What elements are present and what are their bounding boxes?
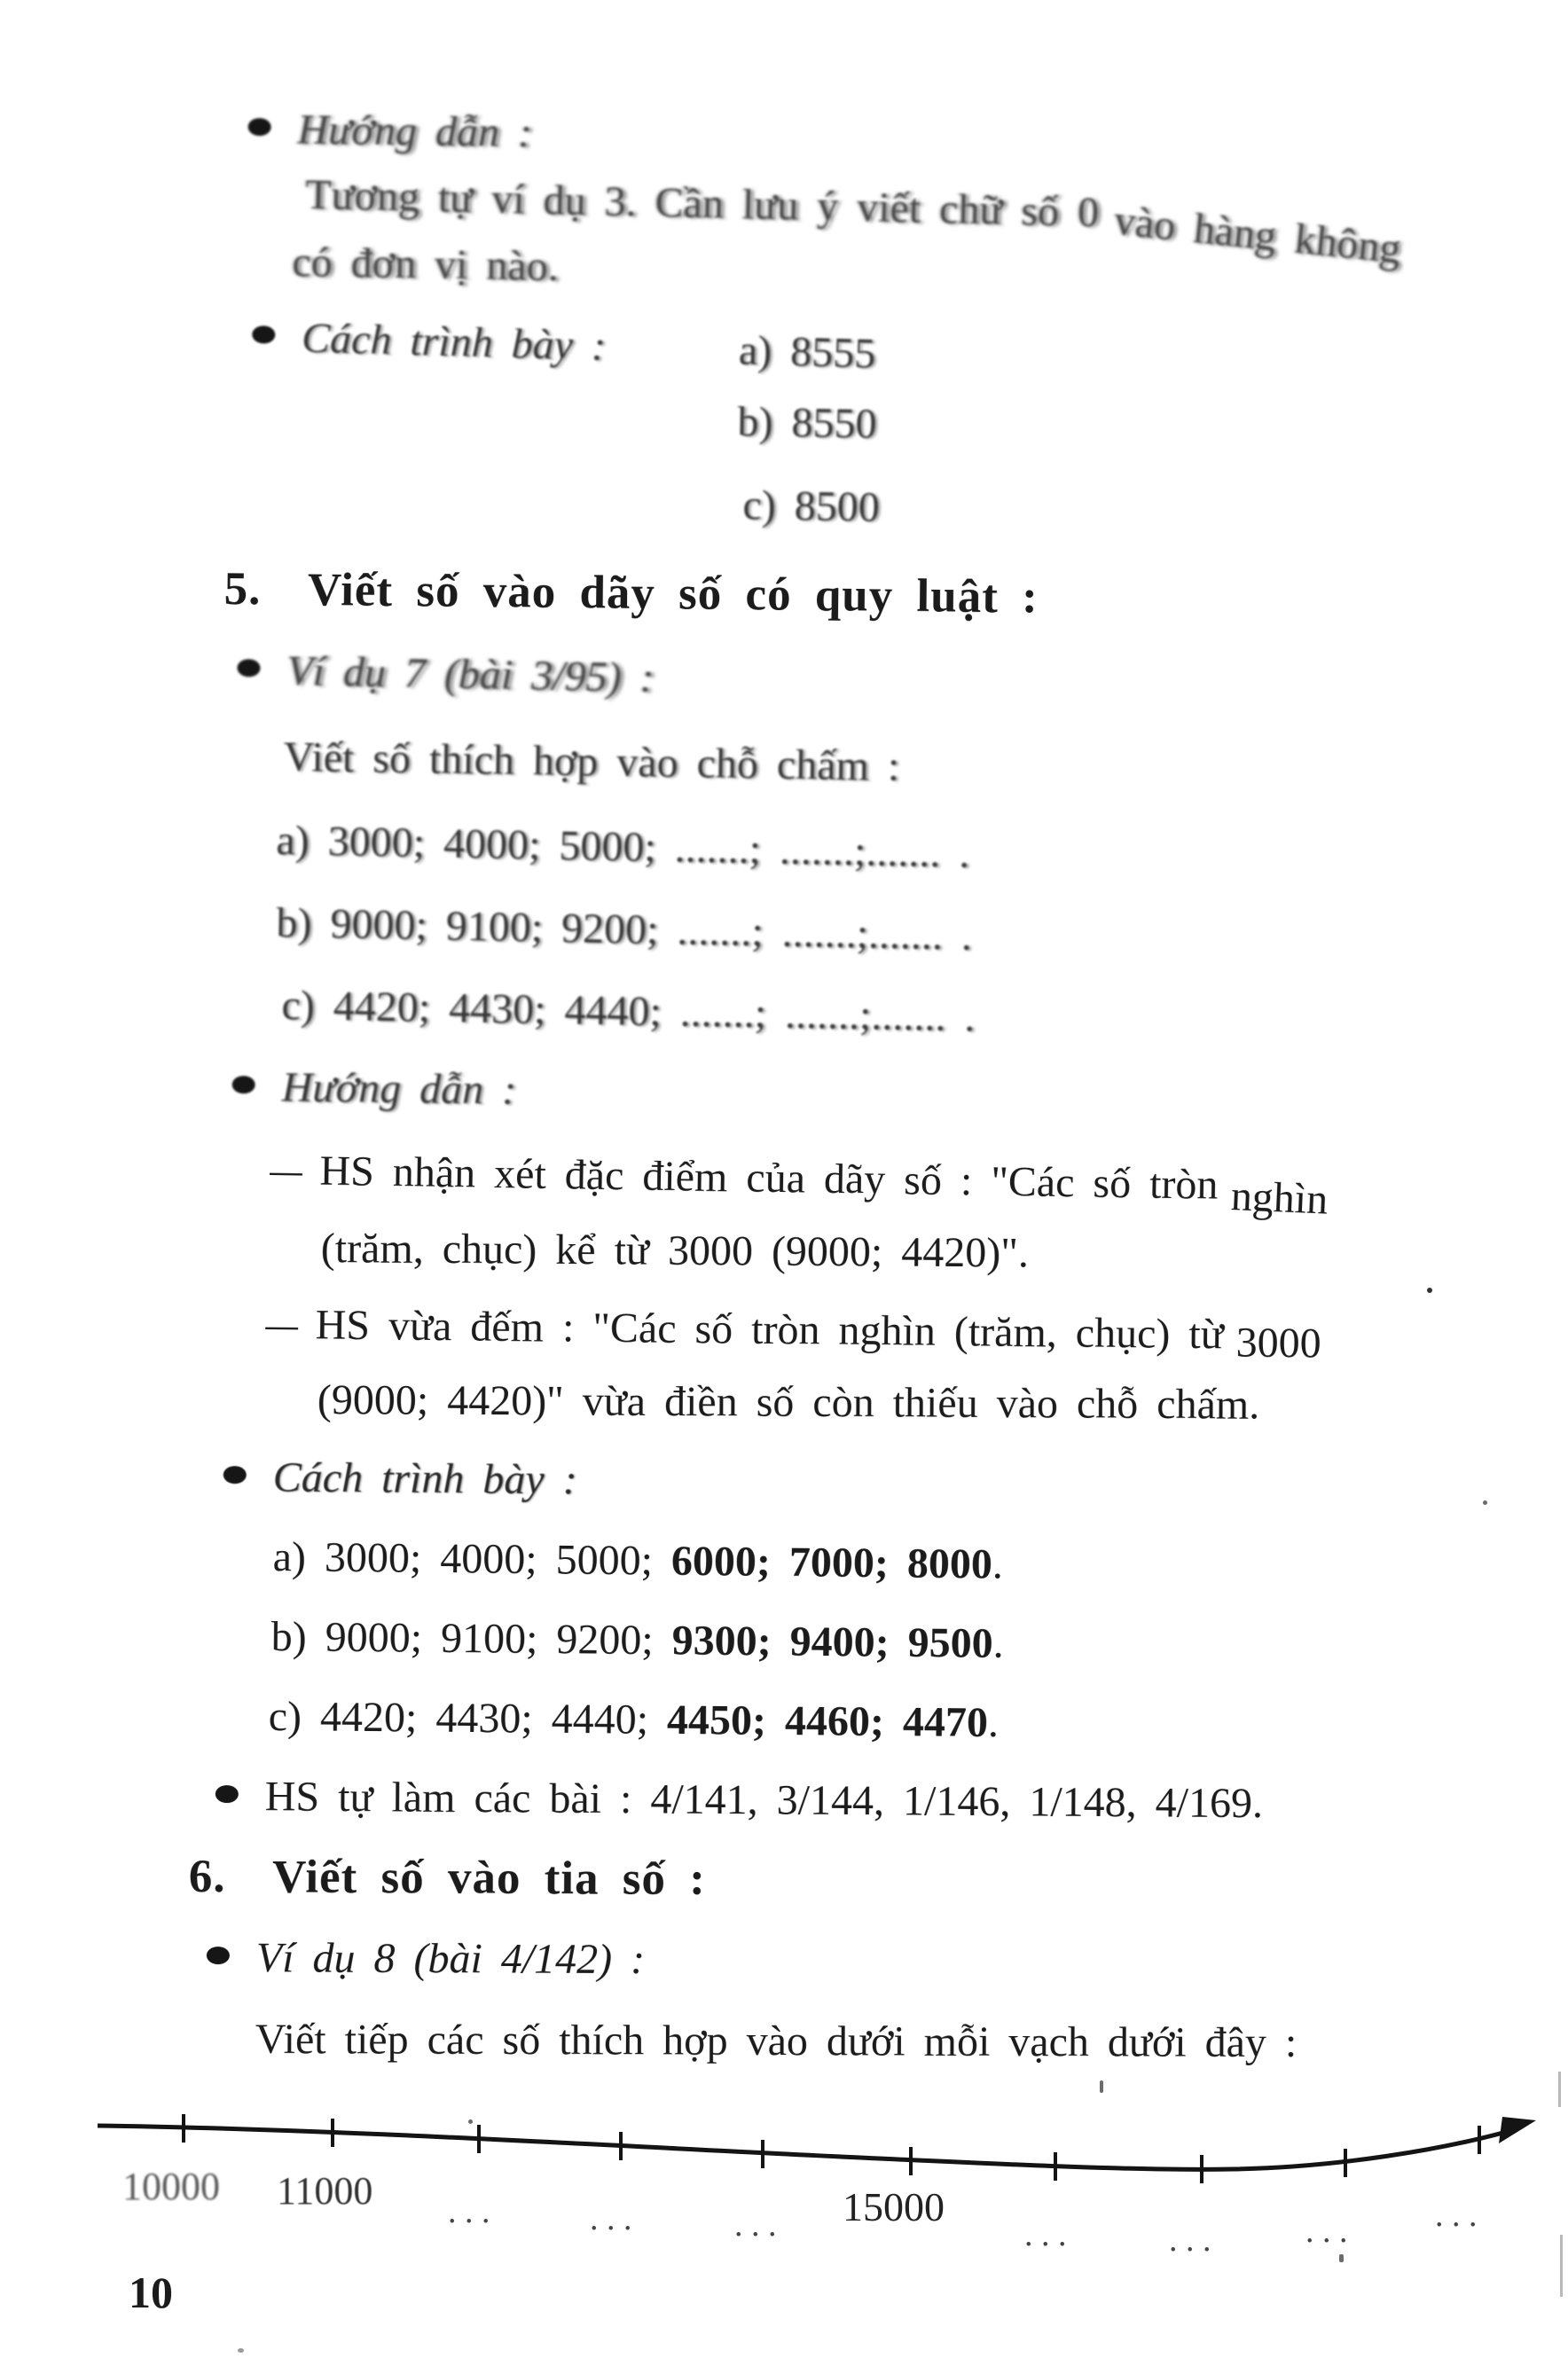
result-a-answer: 6000; 7000; 8000 <box>670 1537 993 1588</box>
scan-speck <box>1483 1500 1487 1505</box>
answer-a: a) 8555 <box>738 326 876 378</box>
result-b-period: . <box>992 1619 1004 1667</box>
tick-label-15000: 15000 <box>843 2184 945 2229</box>
huong-dan-2-line <box>231 1062 516 1115</box>
tick-label-dots-10: . . . <box>1435 2197 1478 2234</box>
bullet-icon <box>223 1466 247 1484</box>
section5-heading: 5. Viết số vào dãy số có quy luật : <box>223 562 1039 623</box>
vi-du-7-line <box>237 646 655 702</box>
paragraph-text-tail: vào hàng không <box>1111 196 1404 273</box>
self-work-line <box>216 1772 1264 1828</box>
guide2-line1 <box>265 1300 1321 1367</box>
sequence-item-c: c) 4420; 4430; 4440; .......; .......;....... . <box>281 981 976 1041</box>
guide1-text: HS nhận xét đặc điểm của dãy số : "Các số tròn <box>319 1147 1219 1209</box>
sequence-item-b: b) 9000; 9100; 9200; .......; .......;....... . <box>275 898 973 960</box>
scan-speck <box>468 2119 473 2124</box>
dash-icon: – <box>265 1301 298 1349</box>
result-c-period: . <box>987 1699 1000 1747</box>
vi-du-7-label: Ví dụ 7 (bài 3/95) : <box>286 647 655 702</box>
page-number: 10 <box>129 2268 173 2317</box>
tick-label-10000: 10000 <box>122 2165 220 2208</box>
scan-speck <box>1100 2080 1103 2093</box>
bullet-icon <box>248 118 271 136</box>
bullet-icon <box>237 659 260 677</box>
guide1-text-tail: nghìn <box>1229 1172 1329 1224</box>
result-c-answer: 4450; 4460; 4470 <box>666 1696 989 1747</box>
self-work-text: HS tự làm các bài : 4/141, 3/144, 1/146, 1/148, 4/169. <box>264 1773 1264 1828</box>
cach-trinh-bay-label: Cách trình bày : <box>301 314 607 371</box>
guide2-text-tail: 3000 <box>1235 1319 1321 1367</box>
result-a <box>272 1532 1003 1589</box>
bullet-icon <box>232 1076 255 1093</box>
result-c-given: c) 4420; 4430; 4440; <box>268 1693 668 1743</box>
huong-dan-2-label: Hướng dẫn : <box>281 1063 517 1114</box>
tick-label-dots-7: . . . <box>1024 2216 1067 2253</box>
page-edge-artifact <box>1560 2235 1563 2297</box>
scan-speck <box>1339 2254 1344 2262</box>
tick-label-dots-8: . . . <box>1169 2221 1211 2259</box>
guide2-line2: (9000; 4420)" vừa điền số còn thiếu vào chỗ chấm. <box>317 1376 1260 1429</box>
result-c <box>269 1692 1000 1747</box>
result-b <box>270 1612 1003 1668</box>
sequence-item-a: a) 3000; 4000; 5000; .......; .......;....... . <box>275 816 970 878</box>
answer-b: b) 8550 <box>737 397 877 448</box>
bullet-icon <box>252 325 276 344</box>
tick-label-dots-9: . . . <box>1305 2213 1348 2250</box>
tick-label-11000: 11000 <box>277 2169 373 2213</box>
result-b-given: b) 9000; 9100; 9200; <box>270 1613 672 1665</box>
scan-speck <box>238 2348 244 2353</box>
result-a-given: a) 3000; 4000; 5000; <box>272 1533 672 1585</box>
answer-c: c) 8500 <box>742 481 881 531</box>
huong-dan-label: Hướng dẫn : <box>297 106 533 157</box>
huong-dan-label-line <box>247 105 532 157</box>
vi-du-8-line <box>207 1933 646 1984</box>
bullet-icon <box>216 1785 239 1803</box>
section6-heading: 6. Viết số vào tia số : <box>188 1851 706 1906</box>
tick-label-dots-3: . . . <box>448 2193 490 2230</box>
guide1-line2: (trăm, chục) kể từ 3000 (9000; 4420)". <box>320 1225 1030 1277</box>
page-edge-artifact <box>1558 2072 1561 2107</box>
tick-label-dots-4: . . . <box>590 2200 632 2237</box>
guidance-paragraph-line2: có đơn vị nào. <box>292 238 560 291</box>
scan-speck <box>1427 1288 1432 1293</box>
result-b-answer: 9300; 9400; 9500 <box>671 1617 993 1667</box>
arrowhead-icon <box>1499 2117 1536 2143</box>
cach-trinh-bay-2-line <box>223 1453 577 1504</box>
result-a-period: . <box>992 1540 1004 1588</box>
section6-prompt: Viết tiếp các số thích hợp vào dưới mỗi vạch dưới đây : <box>255 2016 1298 2067</box>
tick-label-dots-5: . . . <box>734 2206 777 2244</box>
guide1-line1 <box>270 1146 1329 1224</box>
paragraph-text: Tương tự ví dụ 3. Cần lưu ý viết chữ số 0 <box>304 170 1100 237</box>
guide2-text: HS vừa đếm : "Các số tròn nghìn (trăm, chục) từ <box>315 1301 1225 1359</box>
bullet-icon <box>207 1947 230 1964</box>
cach-trinh-bay-2-label: Cách trình bày : <box>272 1453 577 1504</box>
vi-du-8-label: Ví dụ 8 (bài 4/142) : <box>255 1934 646 1984</box>
dash-icon: – <box>270 1146 302 1195</box>
cach-trinh-bay-line <box>251 312 876 379</box>
section5-prompt: Viết số thích hợp vào chỗ chấm : <box>283 733 900 790</box>
